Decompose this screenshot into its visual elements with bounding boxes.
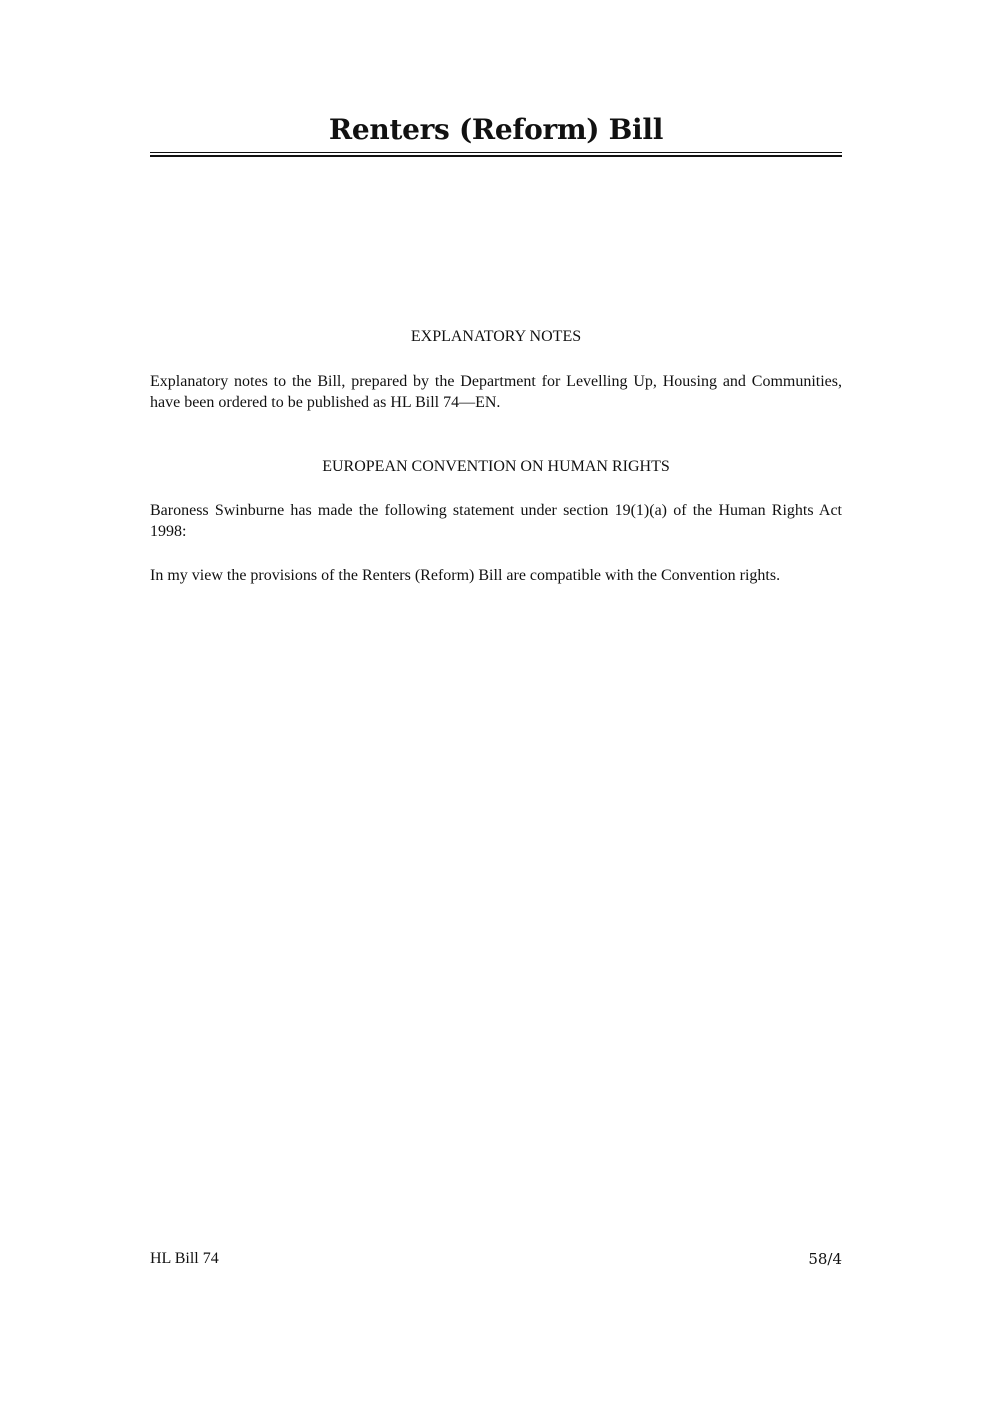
- echr-statement-paragraph: Baroness Swinburne has made the following statement under section 19(1)(a) of the Human Rights Act 1998:: [150, 502, 842, 540]
- explanatory-notes-heading: EXPLANATORY NOTES: [410, 328, 582, 345]
- document-title: Renters (Reform) Bill: [328, 113, 664, 146]
- echr-heading: EUROPEAN CONVENTION ON HUMAN RIGHTS: [322, 458, 670, 475]
- footer-print-reference: 58/4: [808, 1250, 842, 1268]
- title-rule-thick: [150, 155, 842, 157]
- title-rule-thin: [150, 152, 842, 153]
- explanatory-notes-paragraph: Explanatory notes to the Bill, prepared by the Department for Levelling Up, Housing and Communities, have been ordered to be published as HL Bill 74—EN.: [150, 373, 842, 411]
- echr-compatibility-paragraph: In my view the provisions of the Renters (Reform) Bill are compatible with the Convention rights.: [150, 567, 781, 584]
- footer-bill-number: HL Bill 74: [150, 1250, 219, 1267]
